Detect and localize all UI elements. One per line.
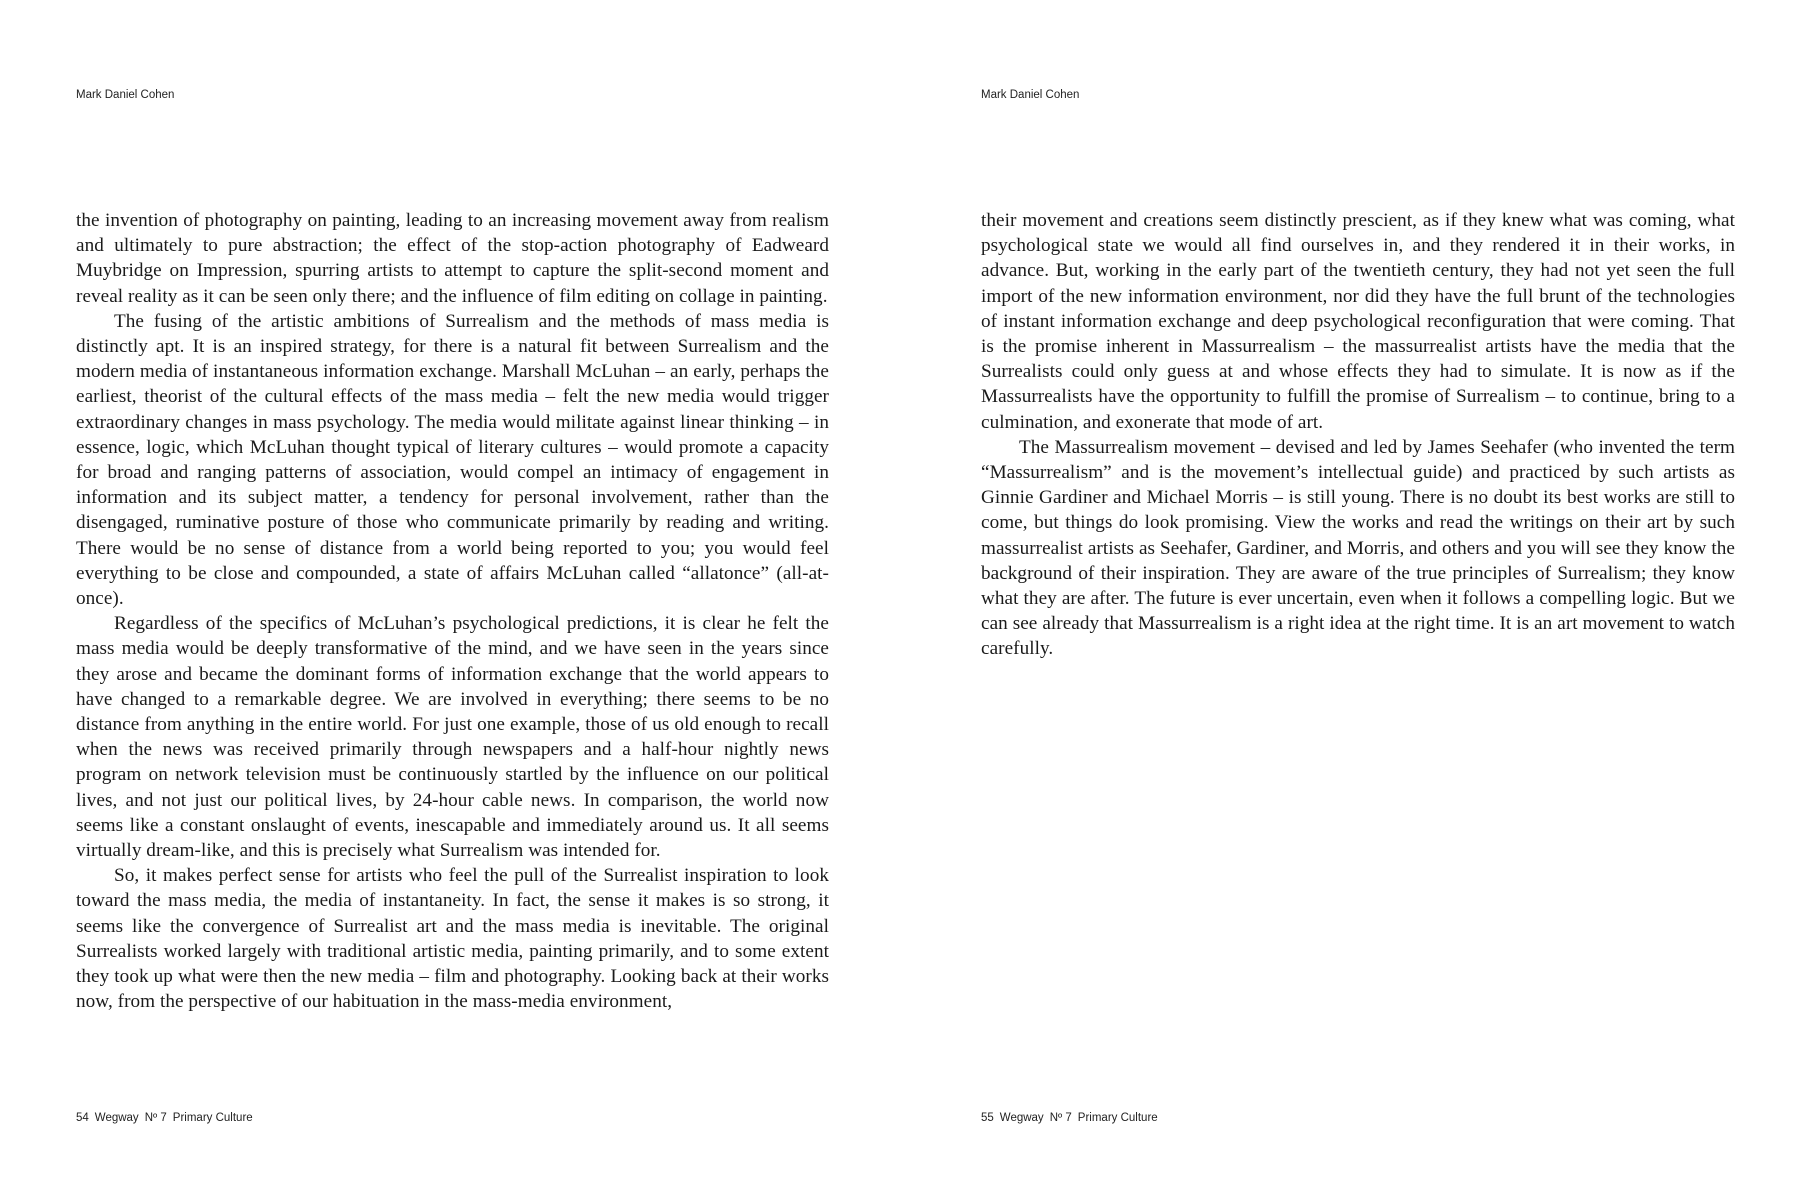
publication-name: Wegway	[94, 1112, 139, 1124]
paragraph: The fusing of the artistic ambitions of Surrealism and the methods of mass media is distinctly apt. It is an inspired strategy, for there is a natural fit between Surrealism and the modern media of instantaneous information exchange. Marshall McLuhan – an early, perhaps the earliest, theorist of the cultural effects of the mass media – felt the new media would trigger extraordinary changes in mass psychology. The media would militate against linear thinking – in essence, logic, which McLuhan thought typical of literary cultures – would promote a capacity for broad and ranging patterns of association, would compel an intimacy of engagement in information and its subject matter, a tendency for personal involvement, rather than the disengaged, ruminative posture of those who communicate primarily by reading and writing. There would be no sense of distance from a world being reported to you; you would feel everything to be close and compounded, a state of affairs McLuhan called “allatonce” (all-at-once).	[76, 310, 829, 610]
issue-number: Nº 7	[144, 1112, 167, 1124]
page-footer	[76, 1112, 259, 1124]
right-page	[900, 0, 1800, 1200]
paragraph: their movement and creations seem distinctly prescient, as if they knew what was coming, what psychological state we would all find ourselves in, and they rendered it in their works, in advance. But, working in the early part of the twentieth century, they had not yet seen the full import of the new information environment, nor did they have the full brunt of the technologies of instant information exchange and deep psychological reconfiguration that were coming. That is the promise inherent in Massurrealism – the massurrealist artists have the media that the Surrealists could only guess at and whose effects they had to simulate. It is now as if the Massurrealists have the opportunity to fulfill the promise of Surrealism – to continue, bring to a culmination, and exonerate that mode of art.	[981, 210, 1735, 433]
issue-number: Nº 7	[1049, 1112, 1072, 1124]
running-head-author: Mark Daniel Cohen	[76, 89, 175, 101]
page-number: 55	[981, 1112, 994, 1124]
section-name: Primary Culture	[172, 1112, 253, 1124]
running-head-author: Mark Daniel Cohen	[981, 89, 1080, 101]
page-number: 54	[76, 1112, 89, 1124]
body-text	[76, 208, 829, 1015]
paragraph: the invention of photography on painting, leading to an increasing movement away from realism and ultimately to pure abstraction; the effect of the stop-action photography of Eadweard Muybridge on Impression, spurring artists to attempt to capture the split-second moment and reveal reality as it can be seen only there; and the influence of film editing on collage in painting.	[76, 210, 829, 307]
page-footer	[981, 1112, 1164, 1124]
paragraph: The Massurrealism movement – devised and led by James Seehafer (who invented the term “Massurrealism” and is the movement’s intellectual guide) and practiced by such artists as Ginnie Gardiner and Michael Morris – is still young. There is no doubt its best works are still to come, but things do look promising. View the works and read the writings on their art by such massurrealist artists as Seehafer, Gardiner, and Morris, and others and you will see they know the background of their inspiration. They are aware of the true principles of Surrealism; they know what they are after. The future is ever uncertain, even when it follows a compelling logic. But we can see already that Massurrealism is a right idea at the right time. It is an art movement to watch carefully.	[981, 436, 1735, 660]
publication-name: Wegway	[999, 1112, 1044, 1124]
paragraph: So, it makes perfect sense for artists who feel the pull of the Surrealist inspiration to look toward the mass media, the media of instantaneity. In fact, the sense it makes is so strong, it seems like the convergence of Surrealist art and the mass media is inevitable. The original Surrealists worked largely with traditional artistic media, painting primarily, and to some extent they took up what were then the new media – film and photography. Looking back at their works now, from the perspective of our habituation in the mass-media environment,	[76, 865, 829, 1013]
body-text	[981, 208, 1735, 662]
section-name: Primary Culture	[1077, 1112, 1158, 1124]
paragraph: Regardless of the specifics of McLuhan’s psychological predictions, it is clear he felt the mass media would be deeply transformative of the mind, and we have seen in the years since they arose and became the dominant forms of information exchange that the world appears to have changed to a remarkable degree. We are involved in everything; there seems to be no distance from anything in the entire world. For just one example, those of us old enough to recall when the news was received primarily through newspapers and a half-hour nightly news program on network television must be continuously startled by the influence on our political lives, and not just our political lives, by 24-hour cable news. In comparison, the world now seems like a constant onslaught of events, inescapable and immediately around us. It all seems virtually dream-like, and this is precisely what Surrealism was intended for.	[76, 613, 829, 862]
